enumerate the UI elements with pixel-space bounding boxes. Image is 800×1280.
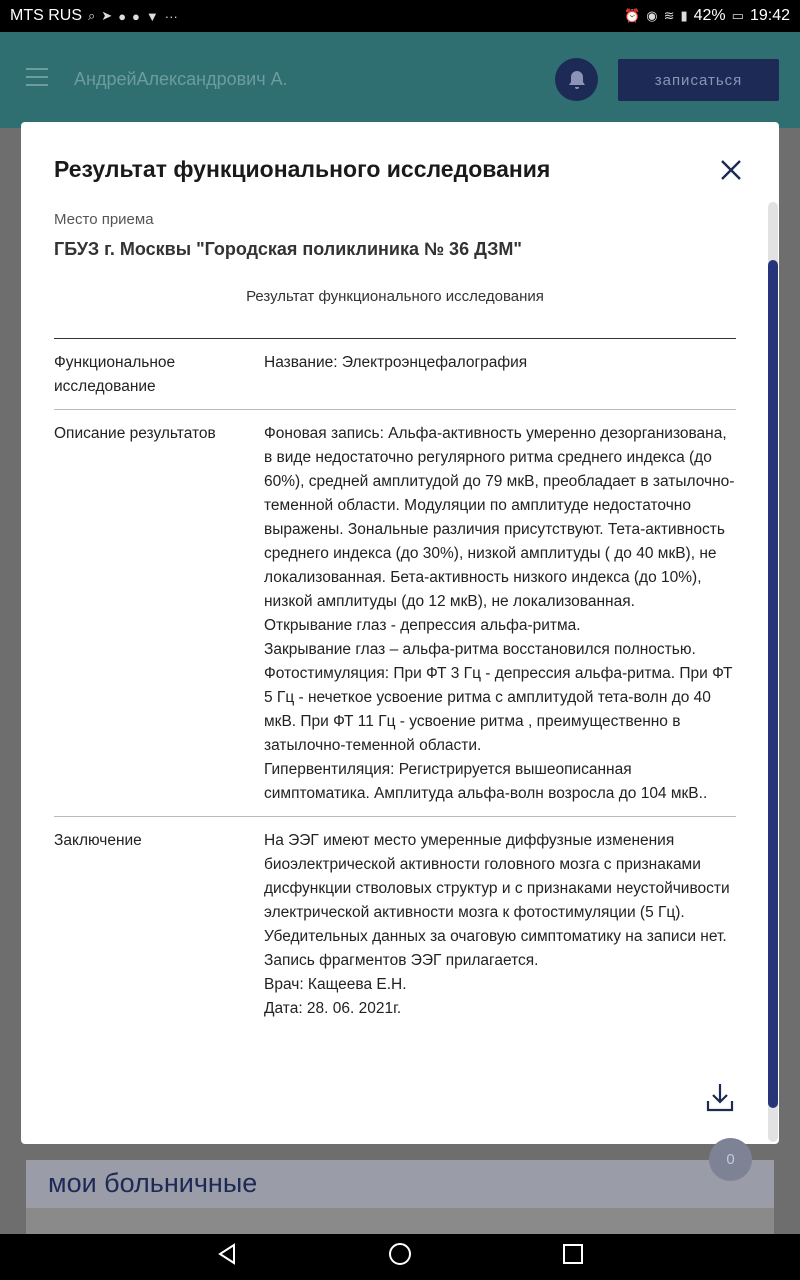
row-value: Фоновая запись: Альфа-активность умеренно дезорганизована, в виде недостаточно регулярного ритма среднего индекса (до 60%), средней амплитудой до 79 мкВ, преобладает в затылочно-теменной области. Модуляции по амплитуде недостаточно выражены. Зональные различия присутствуют. Тета-активность среднего индекса (до 30%), низкой амплитуды ( до 40 мкВ), не локализованная. Бета-активность низкого индекса (до 10%), низкой амплитуды (до 12 мкВ), не локализованная. Открывание глаз - депрессия альфа-ритма. Закрывание глаз – альфа-ритма восстановился полностью. Фотостимуляция: При ФТ 3 Гц - депрессия альфа-ритма. При ФТ 5 Гц - нечеткое усвоение ритма с амплитудой тета-волн до 40 мкВ. При ФТ 11 Гц - усвоение ритма , преимущественно в затылочно-теменной области. Гипервентиляция: Регистрируется вышеописанная симптоматика. Амплитуда альфа-волн возросла до 104 мкВ.. [264,425,735,802]
wifi-icon: ≋ [663,8,675,23]
app-header [0,32,800,128]
battery-icon: ▭ [731,8,744,23]
more-icon: ··· [164,8,178,24]
row-label: Функциональное исследование [54,354,176,395]
clock: 19:42 [749,7,790,24]
place-value: ГБУЗ г. Москвы "Городская поликлиника № 36 ДЗМ" [54,239,522,259]
battery-percent: 42% [693,7,726,24]
modal-title: Результат функционального исследования [54,156,551,182]
recents-icon[interactable] [558,1243,588,1271]
count-badge[interactable]: 0 [709,1138,752,1181]
table-row [54,816,736,1031]
alarm-icon: ⏰ [624,8,641,23]
back-icon[interactable] [212,1242,242,1272]
sick-leave-section-title[interactable]: мои больничные [26,1160,774,1208]
eye-icon: ◉ [646,8,658,23]
row-label: Описание результатов [54,425,216,442]
row-value: Название: Электроэнцефалография [264,354,528,371]
place-label: Место приема [54,211,154,228]
download-icon[interactable] [705,1081,735,1113]
table-row [54,409,736,816]
scrollbar-thumb[interactable] [768,260,778,1108]
search-icon: ⌕ [88,8,96,23]
status-bar [0,0,800,32]
home-icon[interactable] [385,1242,415,1272]
telegram-icon: ➤ [101,8,113,23]
result-table [54,338,736,1031]
shield-icon: ▼ [145,8,159,24]
chat-icon: ● [118,8,127,24]
row-value: На ЭЭГ имеют место умеренные диффузные изменения биоэлектрической активности головного мозга с признаками дисфункции стволовых структур и с признаками неустойчивости электрической активности мозга к фотостимуляции (5 Гц). Убедительных данных за очаговую симптоматику на записи нет. Запись фрагментов ЭЭГ прилагается. Врач: Кащеева Е.Н. Дата: 28. 06. 2021г. [264,832,730,1017]
result-modal [21,122,779,1144]
carrier-label: MTS RUS [10,7,82,24]
signup-button[interactable]: записаться [618,59,779,101]
row-label: Заключение [54,832,142,849]
table-row [54,338,736,409]
user-name[interactable]: АндрейАлександрович А. [74,69,288,89]
section-subtitle: Результат функционального исследования [246,288,544,305]
hamburger-icon[interactable] [26,68,48,86]
close-icon[interactable] [716,155,746,185]
signal-icon: ▮ [680,8,688,23]
message-icon: ● [132,8,140,24]
bell-icon[interactable] [555,58,598,101]
navigation-bar [0,1234,800,1280]
